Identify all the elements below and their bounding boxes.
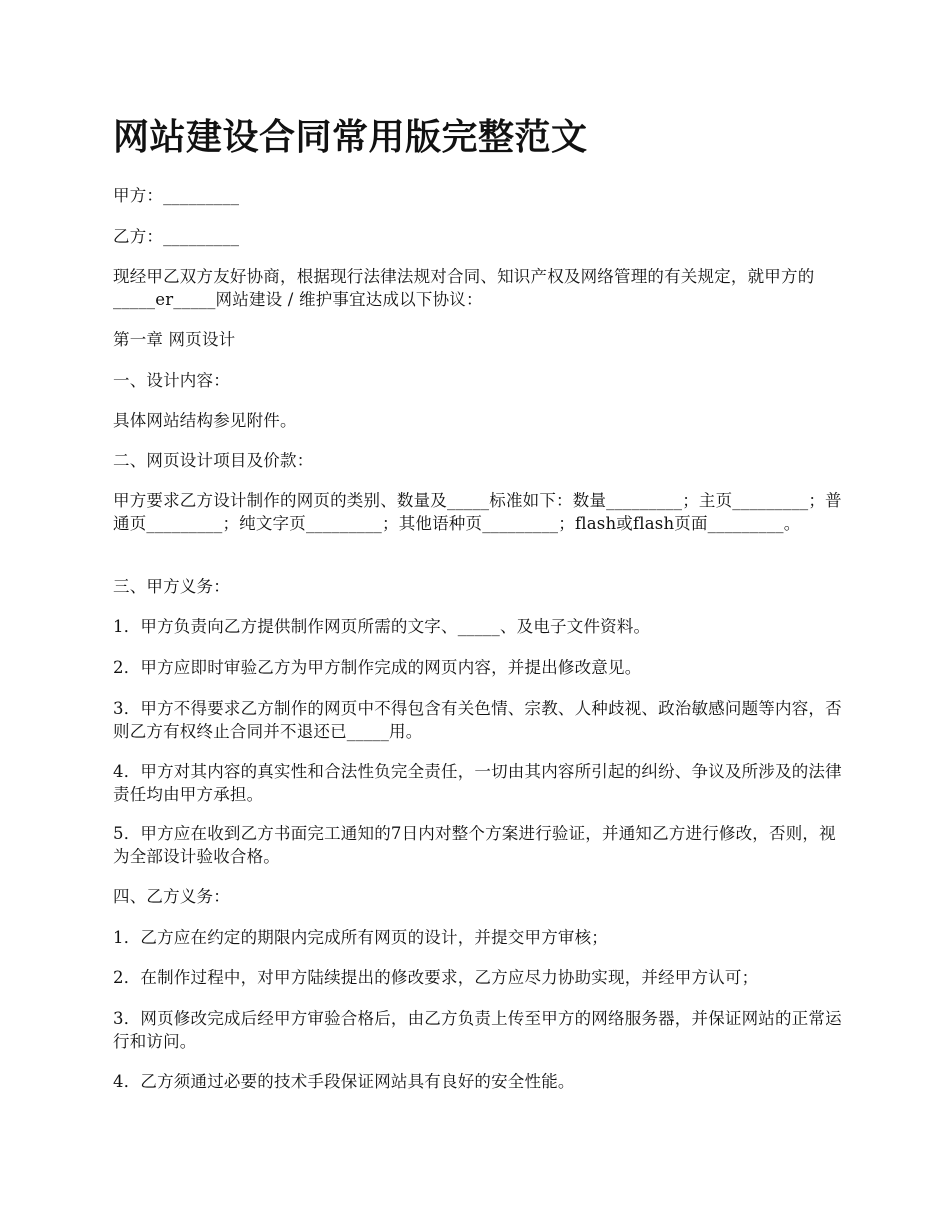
preamble-paragraph: 现经甲乙双方友好协商，根据现行法律法规对合同、知识产权及网络管理的有关规定，就甲方的_____er_____网站建设 / 维护事宜达成以下协议：: [113, 267, 815, 309]
list-item: 3．网页修改完成后经甲方审验合格后，由乙方负责上传至甲方的网络服务器，并保证网站的正常运行和访问。: [113, 1009, 842, 1051]
paragraph: 甲方要求乙方设计制作的网页的类别、数量及_____标准如下：数量_________；主页_________；普通页_________；纯文字页_________；其他语种页_________；flash或flash页面_________。: [113, 491, 842, 533]
list-item: 5．甲方应在收到乙方书面完工通知的7日内对整个方案进行验证，并通知乙方进行修改，否则，视为全部设计验收合格。: [113, 824, 836, 866]
party-b-line: 乙方：_________: [113, 227, 240, 246]
section-heading: 三、甲方义务：: [113, 577, 230, 596]
section-heading: 二、网页设计项目及价款：: [113, 451, 314, 470]
list-item: 2．在制作过程中，对甲方陆续提出的修改要求，乙方应尽力协助实现，并经甲方认可；: [113, 968, 759, 987]
paragraph: 具体网站结构参见附件。: [113, 411, 297, 430]
list-item: 3．甲方不得要求乙方制作的网页中不得包含有关色情、宗教、人种歧视、政治敏感问题等内容，否则乙方有权终止合同并不退还已_____用。: [113, 699, 842, 741]
list-item: 1．甲方负责向乙方提供制作网页所需的文字、_____、及电子文件资料。: [113, 617, 651, 636]
chapter-heading: 第一章 网页设计: [113, 330, 236, 349]
section-heading: 四、乙方义务：: [113, 887, 230, 906]
party-a-line: 甲方：_________: [113, 186, 240, 205]
document-title: 网站建设合同常用版完整范文: [113, 116, 588, 158]
section-heading: 一、设计内容：: [113, 371, 230, 390]
list-item: 4．乙方须通过必要的技术手段保证网站具有良好的安全性能。: [113, 1072, 575, 1091]
list-item: 1．乙方应在约定的期限内完成所有网页的设计，并提交甲方审核；: [113, 928, 608, 947]
list-item: 2．甲方应即时审验乙方为甲方制作完成的网页内容，并提出修改意见。: [113, 658, 642, 677]
list-item: 4．甲方对其内容的真实性和合法性负完全责任，一切由其内容所引起的纠纷、争议及所涉及的法律责任均由甲方承担。: [113, 762, 842, 804]
